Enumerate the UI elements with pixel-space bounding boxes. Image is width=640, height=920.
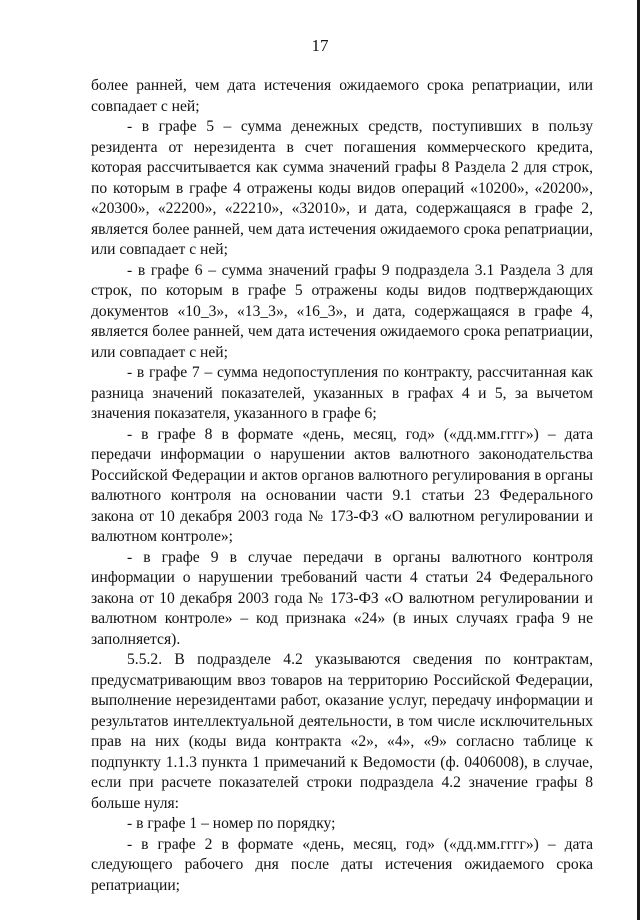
paragraph-column-8: - в графе 8 в формате «день, месяц, год» («дд.мм.гггг») – дата передачи информации о нарушении актов валютного законодательства Российской Федерации и актов органов валютного регулирования в органы валютного контроля на основании части 9.1 статьи 23 Федерального закона от 10 декабря 2003 года № 173-ФЗ «О валютном регулировании и валютном контроле»; xyxy=(91,425,593,545)
document-body xyxy=(91,76,593,896)
paragraph-continuation: более ранней, чем дата истечения ожидаемого срока репатриации, или совпадает с ней; xyxy=(91,77,593,115)
paragraph-column-5: - в графе 5 – сумма денежных средств, поступивших в пользу резидента от нерезидента в счет погашения коммерческого кредита, которая рассчитывается как сумма значений графы 8 Раздела 2 для строк, по которым в графе 4 отражены коды видов операций «10200», «20200», «20300», «22200», «22210», «32010», и дата, содержащаяся в графе 2, является более ранней, чем дата истечения ожидаемого срока репатриации, или совпадает с ней; xyxy=(91,118,593,258)
paragraph-column-6: - в графе 6 – сумма значений графы 9 подраздела 3.1 Раздела 3 для строк, по которым в графе 5 отражены коды видов подтверждающих документов «10_3», «13_3», «16_3», и дата, содержащаяся в графе 4, является более ранней, чем дата истечения ожидаемого срока репатриации, или совпадает с ней; xyxy=(91,261,593,361)
paragraph-column-2: - в графе 2 в формате «день, месяц, год» («дд.мм.гггг») – дата следующего рабочего дня после даты истечения ожидаемого срока репатриации; xyxy=(91,835,593,894)
paragraph-column-7: - в графе 7 – сумма недопоступления по контракту, рассчитанная как разница значений показателей, указанных в графах 4 и 5, за вычетом значения показателя, указанного в графе 6; xyxy=(91,364,593,422)
paragraph-column-9: - в графе 9 в случае передачи в органы валютного контроля информации о нарушении требований части 4 статьи 24 Федерального закона от 10 декабря 2003 года № 173-ФЗ «О валютном регулировании и валютном контроле» – код признака «24» (в иных случаях графа 9 не заполняется). xyxy=(91,548,593,648)
paragraph-column-1: - в графе 1 – номер по порядку; xyxy=(127,815,336,832)
page-number: 17 xyxy=(311,36,329,55)
paragraph-section-5-5-2: 5.5.2. В подразделе 4.2 указываются сведения по контрактам, предусматривающим ввоз товаров на территорию Российской Федерации, выполнение нерезидентами работ, оказание услуг, передачу информации и результатов интеллектуальной деятельности, в том числе исключительных прав на них (коды вида контракта «2», «4», «9» согласно таблице к подпункту 1.1.3 пункта 1 примечаний к Ведомости (ф. 0406008), в случае, если при расчете показателей строки подраздела 4.2 значение графы 8 больше нуля: xyxy=(91,651,593,812)
